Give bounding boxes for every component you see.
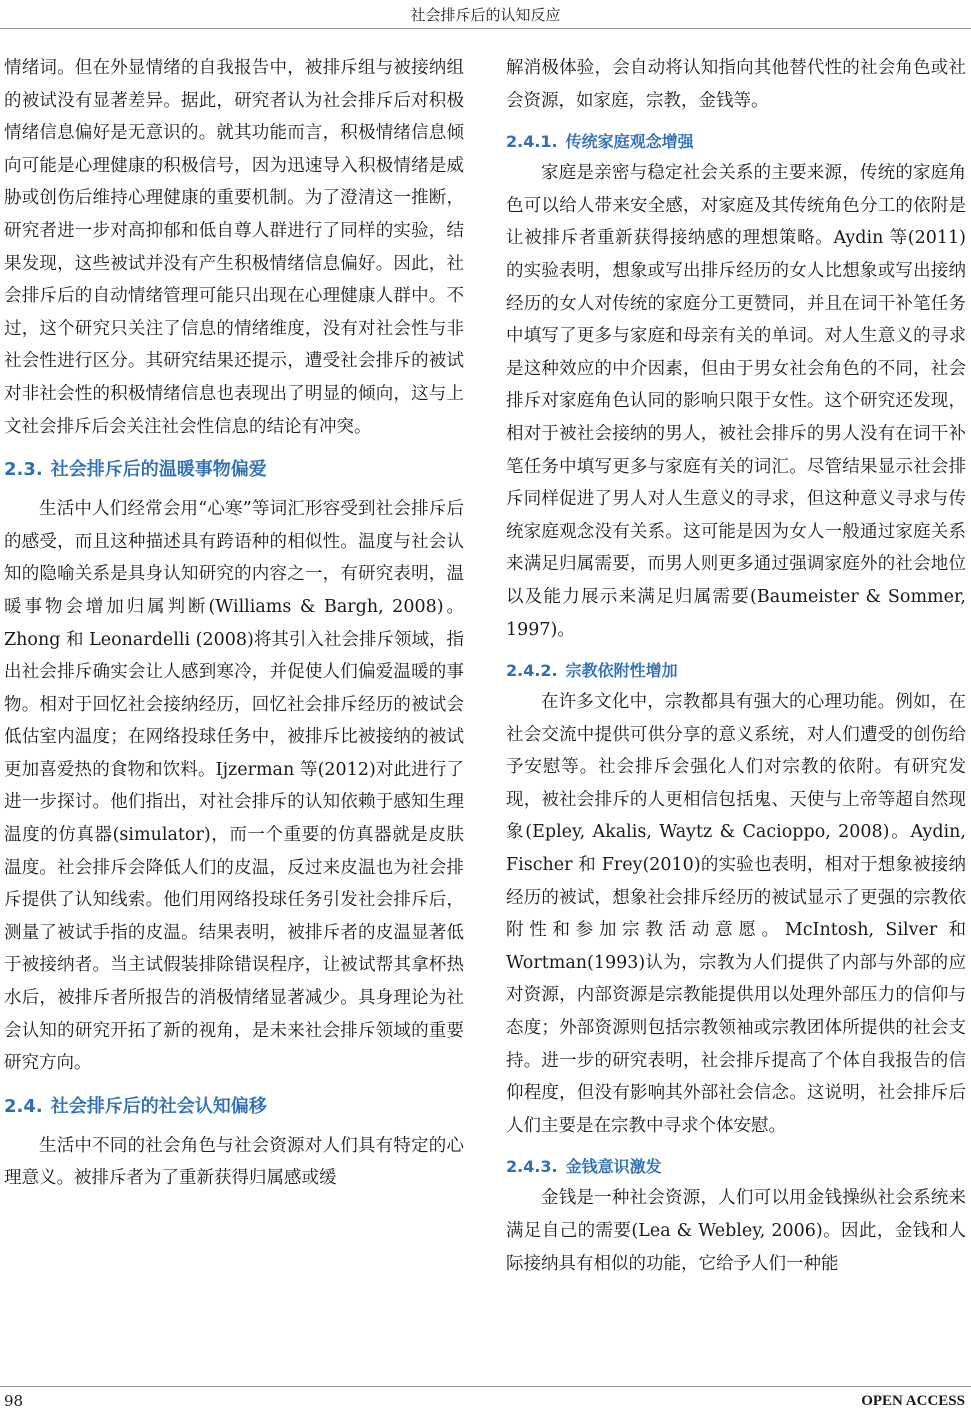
- section-heading-2-4: [4, 1094, 464, 1120]
- left-paragraph-2: 生活中人们经常会用“心寒”等词汇形容受到社会排斥后的感受，而且这种描述具有跨语种的相似性。温度与社会认知的隐喻关系是具身认知研究的内容之一，有研究表明，温暖事物会增加归属判断(Williams & Bargh, 2008)。Zhong 和 Leonardelli (2008)将其引入社会排斥领域，指出社会排斥确实会让人感到寒冷，并促使人们偏爱温暖的事物。相对于回忆社会接纳经历，回忆社会排斥经历的被试会低估室内温度；在网络投球任务中，被排斥比被接纳的被试更加喜爱热的食物和饮料。Ijzerman 等(2012)对此进行了进一步探讨。他们指出，对社会排斥的认知依赖于感知生理温度的仿真器(simulator)，而一个重要的仿真器就是皮肤温度。社会排斥会降低人们的皮温，反过来皮温也为社会排斥提供了认知线索。他们用网络投球任务引发社会排斥后，测量了被试手指的皮温。结果表明，被排斥者的皮温显著低于被接纳者。当主试假装排除错误程序，让被试帮其拿杯热水后，被排斥者所报告的消极情绪显著减少。具身理论为社会认知的研究开拓了新的视角，是未来社会排斥领域的重要研究方向。: [4, 499, 464, 1074]
- subsection-title: 传统家庭观念增强: [565, 132, 694, 152]
- subsection-title: 金钱意识激发: [565, 1157, 662, 1177]
- running-header-title: 社会排斥后的认知反应: [410, 6, 561, 24]
- subsection-title: 宗教依附性增加: [565, 661, 678, 681]
- right-paragraph-1: 解消极体验，会自动将认知指向其他替代性的社会角色或社会资源，如家庭，宗教，金钱等。: [506, 58, 966, 111]
- footer-divider: [0, 1386, 971, 1387]
- subsection-number: 2.4.2.: [506, 661, 558, 681]
- section-number: 2.3.: [4, 459, 43, 481]
- open-access-label: OPEN ACCESS: [861, 1393, 965, 1409]
- subsection-heading-2-4-2: [506, 658, 966, 684]
- right-paragraph-2: 家庭是亲密与稳定社会关系的主要来源，传统的家庭角色可以给人带来安全感，对家庭及其传统角色分工的依附是让被排斥者重新获得接纳感的理想策略。Aydin 等(2011)的实验表明，想象或写出排斥经历的女人比想象或写出接纳经历的女人对传统的家庭分工更赞同，并且在词干补笔任务中填写了更多与家庭和母亲有关的单词。对人生意义的寻求是这种效应的中介因素，但由于男女社会角色的不同，社会排斥对家庭角色认同的影响只限于女性。这个研究还发现，相对于被社会接纳的男人，被社会排斥的男人没有在词干补笔任务中填写更多与家庭有关的词汇。尽管结果显示社会排斥同样促进了男人对人生意义的寻求，但这种意义寻求与传统家庭观念没有关系。这可能是因为女人一般通过家庭关系来满足归属需要，而男人则更多通过强调家庭外的社会地位以及能力展示来满足归属需要(Baumeister & Sommer, 1997)。: [506, 163, 966, 640]
- subsection-heading-2-4-3: [506, 1154, 966, 1180]
- left-paragraph-3: 生活中不同的社会角色与社会资源对人们具有特定的心理意义。被排斥者为了重新获得归属感或缓: [4, 1135, 464, 1189]
- right-paragraph-3: 在许多文化中，宗教都具有强大的心理功能。例如，在社会交流中提供可供分享的意义系统，对人们遭受的创伤给予安慰等。社会排斥会强化人们对宗教的依附。有研究发现，被社会排斥的人更相信包括鬼、天使与上帝等超自然现象(Epley, Akalis, Waytz & Cacioppo, 2008)。Aydin, Fischer 和 Frey(2010)的实验也表明，相对于想象被接纳经历的被试，想象社会排斥经历的被试显示了更强的宗教依附性和参加宗教活动意愿。McIntosh, Silver 和 Wortman(1993)认为，宗教为人们提供了内部与外部的应对资源，内部资源是宗教能提供用以处理外部压力的信仰与态度；外部资源则包括宗教领袖或宗教团体所提供的社会支持。进一步的研究表明，社会排斥提高了个体自我报告的信仰程度，但没有影响其外部社会信念。这说明，社会排斥后人们主要是在宗教中寻求个体安慰。: [506, 692, 966, 1136]
- section-title: 社会排斥后的温暖事物偏爱: [50, 459, 267, 481]
- header-divider: [0, 28, 971, 29]
- section-title: 社会排斥后的社会认知偏移: [50, 1095, 267, 1117]
- section-number: 2.4.: [4, 1095, 43, 1117]
- right-column: [506, 52, 966, 1280]
- right-paragraph-4: 金钱是一种社会资源，人们可以用金钱操纵社会系统来满足自己的需要(Lea & Webley, 2006)。因此，金钱和人际接纳具有相似的功能，它给予人们一种能: [506, 1188, 966, 1274]
- left-paragraph-1: 情绪词。但在外显情绪的自我报告中，被排斥组与被接纳组的被试没有显著差异。据此，研究者认为社会排斥后对积极情绪信息偏好是无意识的。就其功能而言，积极情绪信息倾向可能是心理健康的积极信号，因为迅速导入积极情绪是威胁或创伤后维持心理健康的重要机制。为了澄清这一推断，研究者进一步对高抑郁和低自尊人群进行了同样的实验，结果发现，这些被试并没有产生积极情绪信息偏好。因此，社会排斥后的自动情绪管理可能只出现在心理健康人群中。不过，这个研究只关注了信息的情绪维度，没有对社会性与非社会性进行区分。其研究结果还提示，遭受社会排斥的被试对非社会性的积极情绪信息也表现出了明显的倾向，这与上文社会排斥后会关注社会性信息的结论有冲突。: [4, 58, 464, 437]
- subsection-number: 2.4.3.: [506, 1157, 558, 1177]
- subsection-number: 2.4.1.: [506, 132, 558, 152]
- section-heading-2-3: [4, 457, 464, 483]
- page-number: 98: [4, 1392, 24, 1410]
- left-column: [4, 52, 464, 1195]
- subsection-heading-2-4-1: [506, 129, 966, 155]
